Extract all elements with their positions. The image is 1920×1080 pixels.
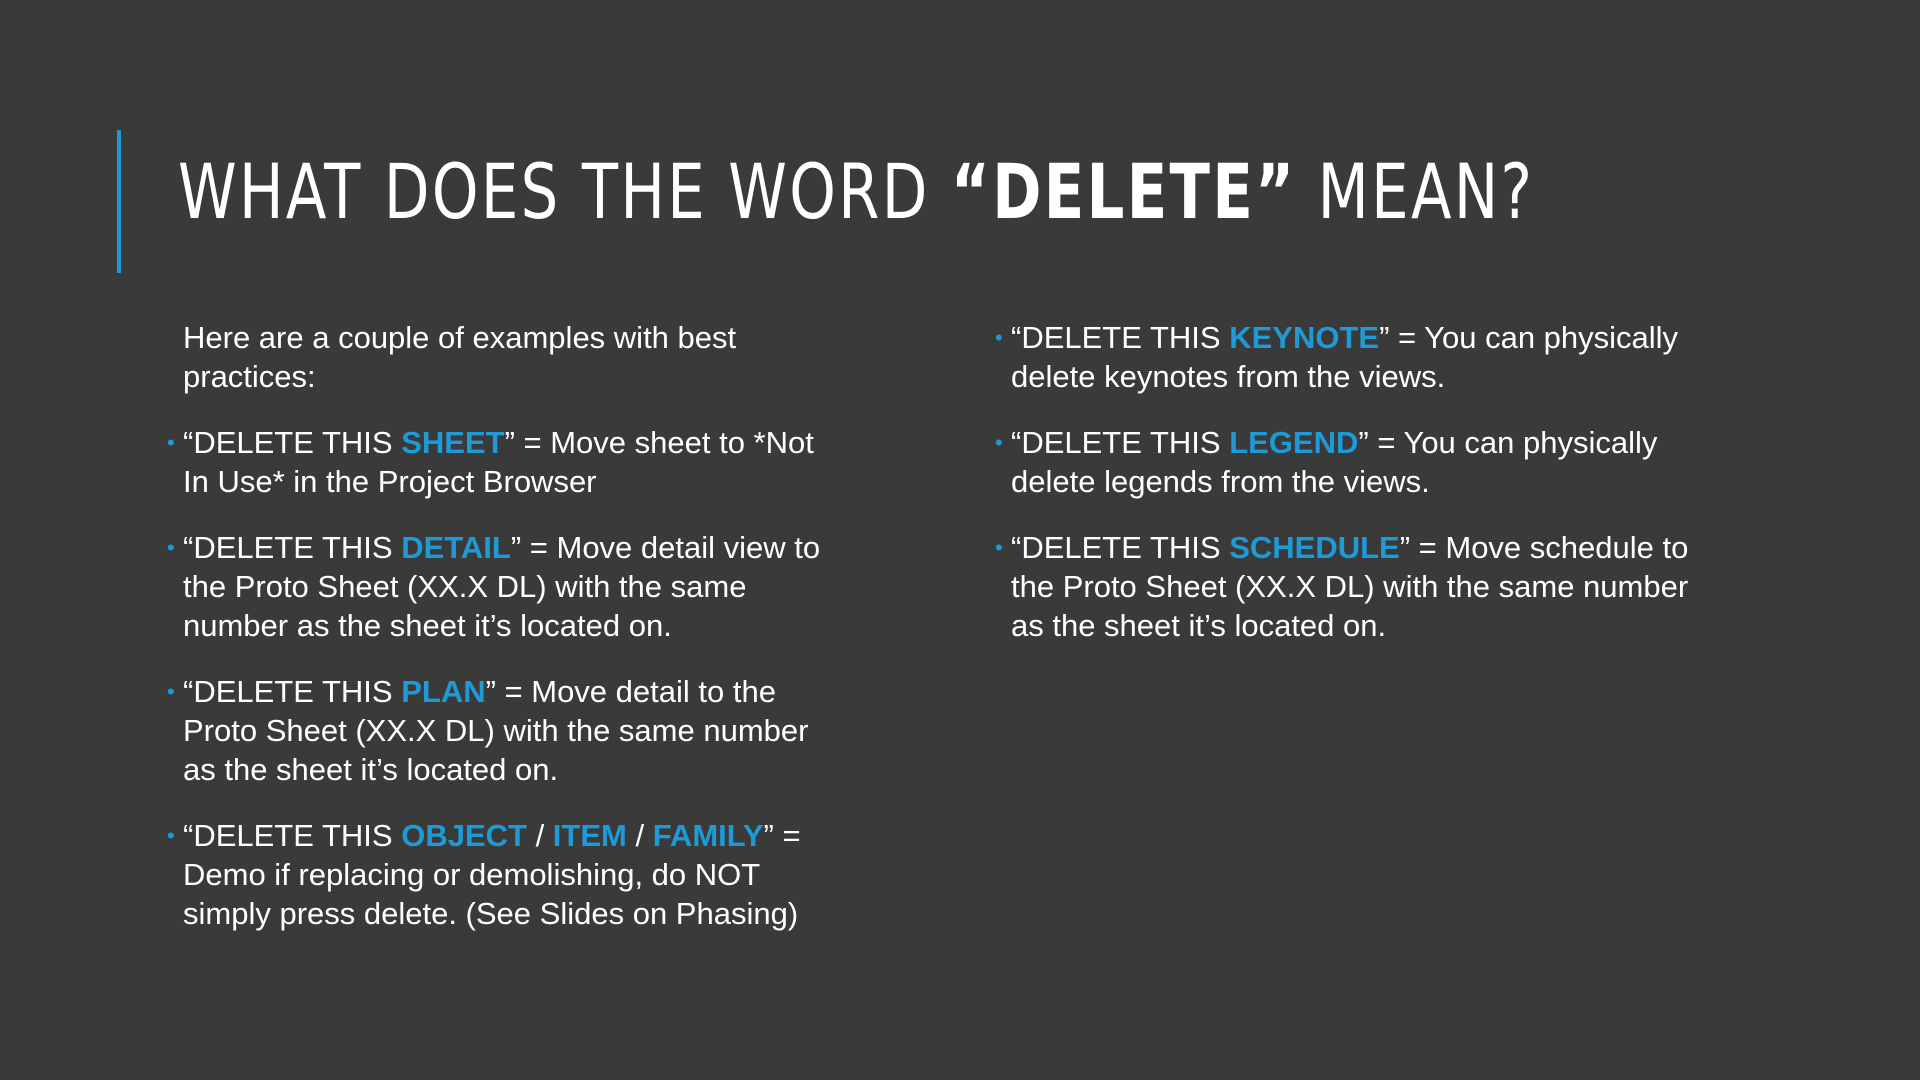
slide-title bbox=[178, 147, 1535, 236]
bullet-icon: • bbox=[995, 430, 1003, 455]
item-prefix: “DELETE THIS bbox=[183, 530, 402, 565]
item-separator: / bbox=[626, 818, 653, 853]
bullet-icon: • bbox=[167, 679, 175, 704]
item-highlight: LEGEND bbox=[1229, 425, 1359, 460]
left-column bbox=[167, 318, 847, 960]
bullet-icon: • bbox=[167, 430, 175, 455]
bullet-item-schedule bbox=[995, 528, 1695, 645]
item-prefix: “DELETE THIS bbox=[183, 818, 402, 853]
title-text-emphasis: “DELETE” bbox=[950, 147, 1297, 236]
item-highlight: PLAN bbox=[401, 674, 486, 709]
item-prefix: “DELETE THIS bbox=[183, 425, 402, 460]
item-suffix: ” = Demo if replacing or demolishing, do NOT simply press delete. (See Slides on Phasing) bbox=[183, 818, 801, 931]
item-suffix: ” = Move sheet to *Not In Use* in the Project Browser bbox=[183, 425, 814, 499]
bullet-icon: • bbox=[167, 535, 175, 560]
bullet-icon: • bbox=[995, 325, 1003, 350]
bullet-item-plan bbox=[167, 672, 847, 789]
bullet-item-object-item-family bbox=[167, 816, 847, 933]
item-suffix: ” = Move detail view to the Proto Sheet (XX.X DL) with the same number as the sheet it’s located on. bbox=[183, 530, 821, 643]
title-text-before: WHAT DOES THE WORD bbox=[178, 147, 951, 236]
item-prefix: “DELETE THIS bbox=[1011, 530, 1230, 565]
item-highlight-family: FAMILY bbox=[652, 818, 764, 853]
bullet-item-sheet bbox=[167, 423, 847, 501]
item-prefix: “DELETE THIS bbox=[1011, 425, 1230, 460]
item-suffix: ” = You can physically delete legends from the views. bbox=[1011, 425, 1658, 499]
item-separator: / bbox=[526, 818, 553, 853]
bullet-item-detail bbox=[167, 528, 847, 645]
intro-text: Here are a couple of examples with best practices: bbox=[183, 320, 737, 394]
title-accent-bar bbox=[117, 130, 121, 273]
bullet-item-legend bbox=[995, 423, 1695, 501]
item-suffix: ” = You can physically delete keynotes from the views. bbox=[1011, 320, 1679, 394]
right-column bbox=[995, 318, 1695, 672]
bullet-icon: • bbox=[167, 823, 175, 848]
item-highlight-object: OBJECT bbox=[401, 818, 527, 853]
title-text-after: MEAN? bbox=[1296, 147, 1535, 236]
item-highlight: SCHEDULE bbox=[1229, 530, 1400, 565]
item-highlight: DETAIL bbox=[401, 530, 511, 565]
item-highlight: SHEET bbox=[401, 425, 505, 460]
item-suffix: ” = Move detail to the Proto Sheet (XX.X DL) with the same number as the sheet it’s located on. bbox=[183, 674, 809, 787]
item-highlight-item: ITEM bbox=[552, 818, 627, 853]
item-suffix: ” = Move schedule to the Proto Sheet (XX.X DL) with the same number as the sheet it’s located on. bbox=[1011, 530, 1689, 643]
item-prefix: “DELETE THIS bbox=[183, 674, 402, 709]
bullet-icon: • bbox=[995, 535, 1003, 560]
bullet-item-keynote bbox=[995, 318, 1695, 396]
item-highlight: KEYNOTE bbox=[1229, 320, 1380, 355]
item-prefix: “DELETE THIS bbox=[1011, 320, 1230, 355]
